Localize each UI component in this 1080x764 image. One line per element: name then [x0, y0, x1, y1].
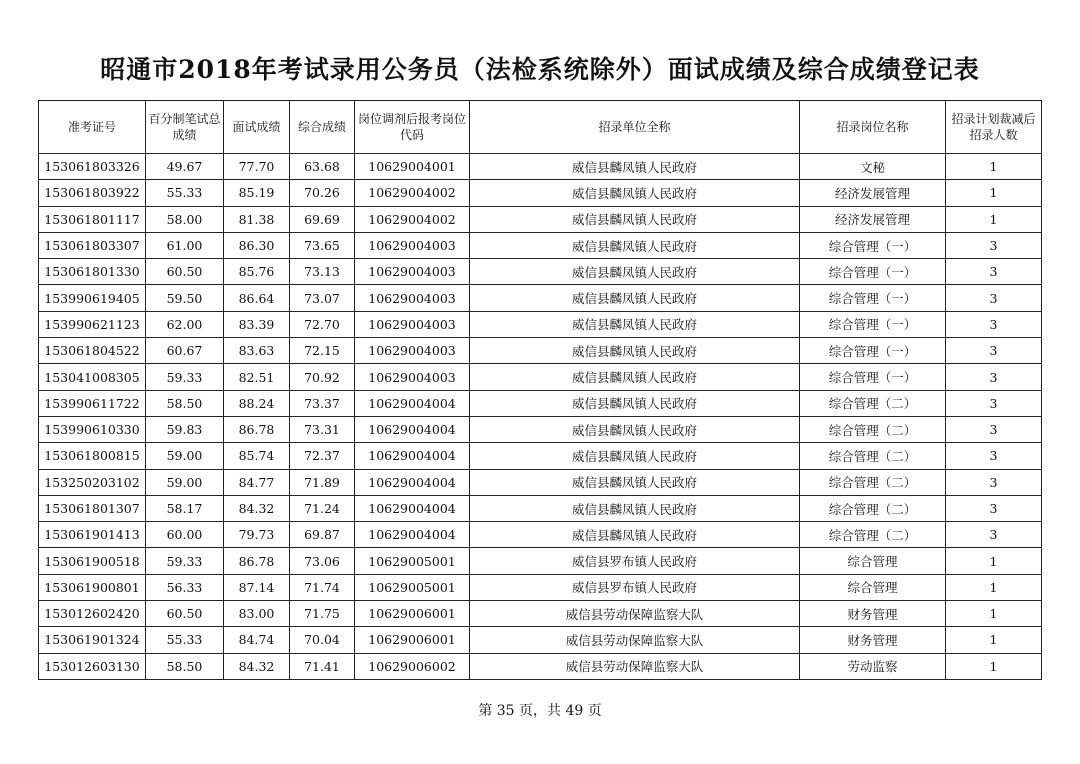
- position-code-cell: 10629004004: [355, 522, 470, 548]
- composite-score-cell: 70.26: [290, 180, 355, 206]
- admission-number-cell: 153061800815: [39, 443, 146, 469]
- position-code-cell: 10629004003: [355, 259, 470, 285]
- hire-count-cell: 3: [946, 522, 1042, 548]
- employer-name-cell: 威信县麟凤镇人民政府: [470, 180, 800, 206]
- position-code-cell: 10629004002: [355, 180, 470, 206]
- written-score-cell: 61.00: [146, 232, 224, 258]
- employer-name-cell: 威信县麟凤镇人民政府: [470, 495, 800, 521]
- table-row: [39, 154, 1042, 180]
- employer-name-cell: 威信县麟凤镇人民政府: [470, 206, 800, 232]
- col-header-hire-count: 招录计划裁减后招录人数: [946, 101, 1042, 154]
- employer-name-cell: 威信县麟凤镇人民政府: [470, 443, 800, 469]
- table-row: [39, 285, 1042, 311]
- interview-score-cell: 86.78: [224, 416, 290, 442]
- written-score-cell: 59.83: [146, 416, 224, 442]
- position-name-cell: 综合管理（二）: [800, 416, 946, 442]
- employer-name-cell: 威信县麟凤镇人民政府: [470, 522, 800, 548]
- hire-count-cell: 3: [946, 232, 1042, 258]
- position-code-cell: 10629005001: [355, 548, 470, 574]
- composite-score-cell: 71.41: [290, 653, 355, 679]
- admission-number-cell: 153012603130: [39, 653, 146, 679]
- hire-count-cell: 1: [946, 627, 1042, 653]
- composite-score-cell: 73.07: [290, 285, 355, 311]
- hire-count-cell: 1: [946, 653, 1042, 679]
- admission-number-cell: 153061803922: [39, 180, 146, 206]
- col-header-position-name: 招录岗位名称: [800, 101, 946, 154]
- page-title: 昭通市2018年考试录用公务员（法检系统除外）面试成绩及综合成绩登记表: [100, 55, 980, 84]
- position-code-cell: 10629004004: [355, 469, 470, 495]
- interview-score-cell: 81.38: [224, 206, 290, 232]
- table-row: [39, 443, 1042, 469]
- col-header-interview-score: 面试成绩: [224, 101, 290, 154]
- position-code-cell: 10629006002: [355, 653, 470, 679]
- hire-count-cell: 3: [946, 390, 1042, 416]
- table-row: [39, 653, 1042, 679]
- position-name-cell: 综合管理（一）: [800, 232, 946, 258]
- interview-score-cell: 85.74: [224, 443, 290, 469]
- written-score-cell: 58.17: [146, 495, 224, 521]
- position-name-cell: 综合管理: [800, 574, 946, 600]
- written-score-cell: 60.50: [146, 601, 224, 627]
- admission-number-cell: 153061801307: [39, 495, 146, 521]
- position-name-cell: 财务管理: [800, 601, 946, 627]
- employer-name-cell: 威信县劳动保障监察大队: [470, 601, 800, 627]
- position-name-cell: 综合管理（一）: [800, 285, 946, 311]
- employer-name-cell: 威信县罗布镇人民政府: [470, 574, 800, 600]
- interview-score-cell: 83.00: [224, 601, 290, 627]
- hire-count-cell: 1: [946, 206, 1042, 232]
- interview-score-cell: 85.19: [224, 180, 290, 206]
- table-row: [39, 548, 1042, 574]
- interview-score-cell: 82.51: [224, 364, 290, 390]
- col-header-position-code: 岗位调剂后报考岗位代码: [355, 101, 470, 154]
- written-score-cell: 59.00: [146, 443, 224, 469]
- composite-score-cell: 71.75: [290, 601, 355, 627]
- written-score-cell: 58.00: [146, 206, 224, 232]
- table-row: [39, 364, 1042, 390]
- composite-score-cell: 73.13: [290, 259, 355, 285]
- hire-count-cell: 3: [946, 469, 1042, 495]
- composite-score-cell: 72.37: [290, 443, 355, 469]
- table-row: [39, 206, 1042, 232]
- table-body: [39, 154, 1042, 680]
- position-code-cell: 10629004003: [355, 364, 470, 390]
- table-row: [39, 259, 1042, 285]
- composite-score-cell: 63.68: [290, 154, 355, 180]
- position-code-cell: 10629004004: [355, 443, 470, 469]
- interview-score-cell: 86.78: [224, 548, 290, 574]
- table-row: [39, 469, 1042, 495]
- position-name-cell: 劳动监察: [800, 653, 946, 679]
- hire-count-cell: 1: [946, 154, 1042, 180]
- composite-score-cell: 72.15: [290, 338, 355, 364]
- employer-name-cell: 威信县麟凤镇人民政府: [470, 338, 800, 364]
- admission-number-cell: 153990619405: [39, 285, 146, 311]
- score-table: [38, 100, 1042, 680]
- position-name-cell: 综合管理（二）: [800, 469, 946, 495]
- position-code-cell: 10629004004: [355, 390, 470, 416]
- hire-count-cell: 1: [946, 180, 1042, 206]
- written-score-cell: 55.33: [146, 627, 224, 653]
- position-name-cell: 综合管理（一）: [800, 259, 946, 285]
- admission-number-cell: 153990611722: [39, 390, 146, 416]
- table-row: [39, 574, 1042, 600]
- employer-name-cell: 威信县麟凤镇人民政府: [470, 232, 800, 258]
- composite-score-cell: 72.70: [290, 311, 355, 337]
- interview-score-cell: 77.70: [224, 154, 290, 180]
- position-name-cell: 综合管理（二）: [800, 390, 946, 416]
- employer-name-cell: 威信县麟凤镇人民政府: [470, 154, 800, 180]
- position-code-cell: 10629006001: [355, 601, 470, 627]
- interview-score-cell: 79.73: [224, 522, 290, 548]
- composite-score-cell: 73.65: [290, 232, 355, 258]
- hire-count-cell: 3: [946, 495, 1042, 521]
- admission-number-cell: 153061901413: [39, 522, 146, 548]
- admission-number-cell: 153012602420: [39, 601, 146, 627]
- admission-number-cell: 153041008305: [39, 364, 146, 390]
- page-footer: 第 35 页，共 49 页: [478, 703, 602, 719]
- written-score-cell: 58.50: [146, 653, 224, 679]
- employer-name-cell: 威信县麟凤镇人民政府: [470, 285, 800, 311]
- admission-number-cell: 153061900801: [39, 574, 146, 600]
- col-header-composite-score: 综合成绩: [290, 101, 355, 154]
- admission-number-cell: 153250203102: [39, 469, 146, 495]
- position-name-cell: 经济发展管理: [800, 206, 946, 232]
- col-header-employer-name: 招录单位全称: [470, 101, 800, 154]
- composite-score-cell: 73.31: [290, 416, 355, 442]
- composite-score-cell: 69.69: [290, 206, 355, 232]
- written-score-cell: 62.00: [146, 311, 224, 337]
- interview-score-cell: 84.32: [224, 653, 290, 679]
- table-row: [39, 232, 1042, 258]
- hire-count-cell: 1: [946, 601, 1042, 627]
- position-code-cell: 10629004003: [355, 285, 470, 311]
- composite-score-cell: 70.92: [290, 364, 355, 390]
- written-score-cell: 56.33: [146, 574, 224, 600]
- position-name-cell: 经济发展管理: [800, 180, 946, 206]
- position-name-cell: 综合管理（一）: [800, 364, 946, 390]
- table-row: [39, 311, 1042, 337]
- composite-score-cell: 71.74: [290, 574, 355, 600]
- interview-score-cell: 84.74: [224, 627, 290, 653]
- table-row: [39, 601, 1042, 627]
- table-row: [39, 495, 1042, 521]
- position-code-cell: 10629006001: [355, 627, 470, 653]
- admission-number-cell: 153061803307: [39, 232, 146, 258]
- position-code-cell: 10629004003: [355, 232, 470, 258]
- written-score-cell: 49.67: [146, 154, 224, 180]
- interview-score-cell: 87.14: [224, 574, 290, 600]
- position-name-cell: 综合管理（二）: [800, 522, 946, 548]
- position-code-cell: 10629004003: [355, 338, 470, 364]
- table-row: [39, 627, 1042, 653]
- position-code-cell: 10629004003: [355, 311, 470, 337]
- composite-score-cell: 73.06: [290, 548, 355, 574]
- admission-number-cell: 153061901324: [39, 627, 146, 653]
- interview-score-cell: 83.39: [224, 311, 290, 337]
- written-score-cell: 60.50: [146, 259, 224, 285]
- hire-count-cell: 3: [946, 443, 1042, 469]
- table-row: [39, 522, 1042, 548]
- admission-number-cell: 153061801117: [39, 206, 146, 232]
- table-header-row: [39, 101, 1042, 154]
- hire-count-cell: 3: [946, 285, 1042, 311]
- composite-score-cell: 73.37: [290, 390, 355, 416]
- position-name-cell: 综合管理（一）: [800, 311, 946, 337]
- position-name-cell: 综合管理: [800, 548, 946, 574]
- position-code-cell: 10629004004: [355, 495, 470, 521]
- admission-number-cell: 153061801330: [39, 259, 146, 285]
- position-name-cell: 综合管理（二）: [800, 443, 946, 469]
- interview-score-cell: 86.30: [224, 232, 290, 258]
- table-row: [39, 180, 1042, 206]
- admission-number-cell: 153990621123: [39, 311, 146, 337]
- col-header-written-score: 百分制笔试总成绩: [146, 101, 224, 154]
- written-score-cell: 60.00: [146, 522, 224, 548]
- position-code-cell: 10629004004: [355, 416, 470, 442]
- written-score-cell: 59.33: [146, 548, 224, 574]
- admission-number-cell: 153990610330: [39, 416, 146, 442]
- admission-number-cell: 153061900518: [39, 548, 146, 574]
- composite-score-cell: 71.89: [290, 469, 355, 495]
- composite-score-cell: 71.24: [290, 495, 355, 521]
- employer-name-cell: 威信县麟凤镇人民政府: [470, 364, 800, 390]
- interview-score-cell: 83.63: [224, 338, 290, 364]
- interview-score-cell: 86.64: [224, 285, 290, 311]
- written-score-cell: 55.33: [146, 180, 224, 206]
- employer-name-cell: 威信县罗布镇人民政府: [470, 548, 800, 574]
- hire-count-cell: 1: [946, 574, 1042, 600]
- hire-count-cell: 3: [946, 364, 1042, 390]
- position-name-cell: 综合管理（二）: [800, 495, 946, 521]
- written-score-cell: 59.00: [146, 469, 224, 495]
- employer-name-cell: 威信县麟凤镇人民政府: [470, 259, 800, 285]
- hire-count-cell: 3: [946, 416, 1042, 442]
- position-code-cell: 10629004001: [355, 154, 470, 180]
- table-row: [39, 338, 1042, 364]
- interview-score-cell: 84.77: [224, 469, 290, 495]
- position-name-cell: 综合管理（一）: [800, 338, 946, 364]
- hire-count-cell: 3: [946, 311, 1042, 337]
- employer-name-cell: 威信县麟凤镇人民政府: [470, 390, 800, 416]
- written-score-cell: 59.33: [146, 364, 224, 390]
- admission-number-cell: 153061804522: [39, 338, 146, 364]
- composite-score-cell: 70.04: [290, 627, 355, 653]
- table-row: [39, 416, 1042, 442]
- position-code-cell: 10629004002: [355, 206, 470, 232]
- employer-name-cell: 威信县麟凤镇人民政府: [470, 469, 800, 495]
- employer-name-cell: 威信县劳动保障监察大队: [470, 627, 800, 653]
- position-code-cell: 10629005001: [355, 574, 470, 600]
- table-row: [39, 390, 1042, 416]
- interview-score-cell: 88.24: [224, 390, 290, 416]
- employer-name-cell: 威信县劳动保障监察大队: [470, 653, 800, 679]
- position-name-cell: 文秘: [800, 154, 946, 180]
- employer-name-cell: 威信县麟凤镇人民政府: [470, 311, 800, 337]
- interview-score-cell: 85.76: [224, 259, 290, 285]
- interview-score-cell: 84.32: [224, 495, 290, 521]
- hire-count-cell: 3: [946, 338, 1042, 364]
- hire-count-cell: 3: [946, 259, 1042, 285]
- composite-score-cell: 69.87: [290, 522, 355, 548]
- position-name-cell: 财务管理: [800, 627, 946, 653]
- employer-name-cell: 威信县麟凤镇人民政府: [470, 416, 800, 442]
- written-score-cell: 60.67: [146, 338, 224, 364]
- written-score-cell: 59.50: [146, 285, 224, 311]
- written-score-cell: 58.50: [146, 390, 224, 416]
- col-header-admission-number: 准考证号: [39, 101, 146, 154]
- admission-number-cell: 153061803326: [39, 154, 146, 180]
- hire-count-cell: 1: [946, 548, 1042, 574]
